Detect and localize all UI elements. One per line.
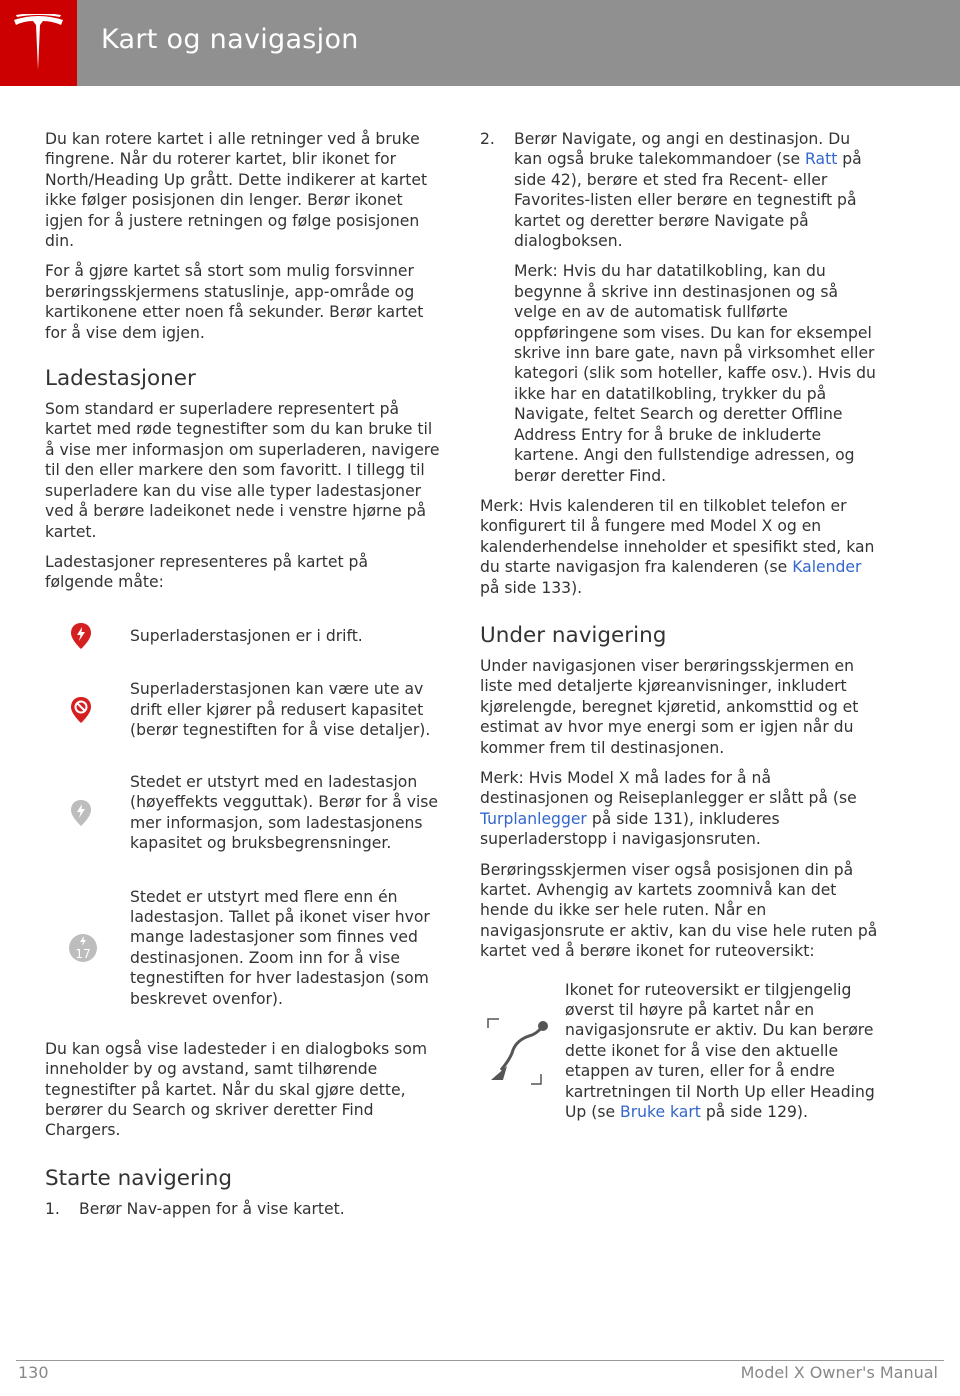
- manual-title: Model X Owner's Manual: [740, 1363, 938, 1382]
- paragraph-rotate-map: Du kan rotere kartet i alle retninger ved å bruke fingrene. Når du roterer kartet, blir ikonet for North/Heading Up grått. Dette indikerer at kartet ikke følger posisjonen din lenger. Berør ikonet igjen for å justere retningen og følge posisjonen din.: [45, 130, 428, 251]
- description-text: Ikonet for ruteoversikt er tilgjengelig øverst til høyre på kartet når en navigasjonsrute er aktiv. Du kan berøre dette ikonet for å vise den aktuelle etappen av turen, eller for å endre kartretningen til North Up eller Heading Up (se: [565, 980, 875, 1122]
- charger-cluster-icon: [68, 933, 98, 963]
- destination-charger-pin-icon: [70, 799, 92, 827]
- icon-row-supercharger: [45, 611, 441, 661]
- icon-row-supercharger-unavailable: [45, 669, 441, 751]
- footer-divider: [16, 1360, 944, 1361]
- step-note: Merk: Hvis du har datatilkobling, kan du begynne å skrive inn destinasjonen og så velge en av de automatisk fullførte oppføringene som vises. Du kan for eksempel skrive inn bare gate, navn på virksomhet eller kategori (slik som hoteller, kaffe osv.). Hvis du ikke har en datatilkobling, trykker du på Navigate, feltet Search og deretter Offline Address Entry for å bruke de inkluderte kartene. Angi den fullstendige adressen, og berør deretter Find.: [514, 262, 876, 485]
- icon-description: Superladerstasjonen er i drift.: [130, 626, 363, 645]
- paragraph-represented: Ladestasjoner representeres på kartet på følgende måte:: [45, 552, 369, 592]
- charger-count-label: 17: [75, 946, 91, 961]
- icon-row-destination-charger: [45, 763, 441, 863]
- link-bruke-kart[interactable]: Bruke kart: [620, 1103, 701, 1122]
- tesla-logo-icon: [12, 14, 65, 70]
- step-item: [480, 129, 880, 486]
- note-text: på side 131), inkluderes superladerstopp i navigasjonsruten.: [480, 809, 780, 849]
- supercharger-pin-icon: [70, 622, 92, 650]
- step-text: Berør Nav-appen for å vise kartet.: [79, 1199, 345, 1218]
- description-text: på side 129).: [700, 1103, 808, 1122]
- steps-list-right: [480, 129, 880, 486]
- note-trip-planner: [480, 768, 880, 850]
- note-calendar: [480, 496, 880, 598]
- note-text: på side 133).: [480, 578, 583, 597]
- paragraph-fullscreen-map: For å gjøre kartet så stort som mulig forsvinner berøringsskjermens statuslinje, app-område og kartikonene etter noen få sekunder. Berør kartet for å vise dem igjen.: [45, 262, 424, 342]
- link-kalender[interactable]: Kalender: [792, 558, 862, 577]
- paragraph-find-chargers: Du kan også vise ladesteder i en dialogboks som inneholder by og avstand, samt tilhørende tegnestifter på kartet. Når du skal gjøre dette, berører du Search og skriver deretter Find Chargers.: [45, 1039, 428, 1140]
- step-text: på side 42), berøre et sted fra Recent- eller Favorites-listen eller berøre en tegnestift på kartet og deretter berøre Navigate på dialogboksen.: [514, 150, 862, 251]
- icon-row-route-overview: [480, 980, 880, 1123]
- heading-start-navigation: Starte navigering: [45, 1165, 233, 1191]
- page-title: Kart og navigasjon: [101, 24, 359, 55]
- step-text: Berør Navigate, og angi en destinasjon. Du kan også bruke talekommandoer (se: [514, 130, 851, 169]
- page-header: [0, 0, 960, 86]
- note-text: Merk: Hvis Model X må lades for å nå destinasjonen og Reiseplanlegger er slått på (se: [480, 768, 857, 808]
- right-column: [480, 129, 880, 1122]
- route-overview-description: [565, 980, 880, 1123]
- icon-description: Stedet er utstyrt med en ladestasjon (høyeffekts vegguttak). Berør for å vise mer informasjon, som ladestasjonens kapasitet og bruksbegrensninger.: [130, 772, 439, 853]
- icon-description: Superladerstasjonen kan være ute av drift eller kjører på redusert kapasitet (berør tegnestiften for å vise detaljer).: [130, 680, 431, 739]
- paragraph-position: Berøringsskjermen viser også posisjonen din på kartet. Avhengig av kartets zoomnivå kan det hende du ikke ser hele ruten. Når en navigasjonsrute er aktiv, kan du vise hele ruten på kartet ved å berøre ikonet for ruteoversikt:: [480, 860, 878, 961]
- paragraph-during-nav: Under navigasjonen viser berøringsskjermen en liste med detaljerte kjøreanvisninger, inkludert kjørelengde, beregnet kjøretid, ankomsttid og et estimat av hvor mye energi som er igjen når du kommer frem til destinasjonen.: [480, 656, 859, 757]
- left-column: [45, 129, 441, 1229]
- icon-description: Stedet er utstyrt med flere enn én ladestasjon. Tallet på ikonet viser hvor mange ladestasjoner som finnes ved destinasjonen. Zoom inn for å vise tegnestiften for hver ladestasjon (som beskrevet ovenfor).: [130, 887, 430, 1008]
- note-text: Merk: Hvis kalenderen til en tilkoblet telefon er konfigurert til å fungere med Model X og en kalenderhendelse inneholder et spesifikt sted, kan du starte navigasjon fra kalenderen (se: [480, 496, 875, 577]
- step-number: 1.: [45, 1199, 60, 1218]
- icon-row-charger-cluster: [45, 877, 441, 1019]
- link-turplanlegger[interactable]: Turplanlegger: [480, 809, 587, 828]
- heading-charging-stations: Ladestasjoner: [45, 366, 196, 392]
- route-overview-icon: [485, 1016, 555, 1086]
- page-number: 130: [18, 1363, 49, 1382]
- heading-during-navigation: Under navigering: [480, 622, 667, 648]
- tesla-logo-box: [0, 0, 77, 86]
- step-number: 2.: [480, 130, 495, 148]
- link-ratt[interactable]: Ratt: [805, 150, 838, 169]
- paragraph-superchargers: Som standard er superladere representert på kartet med røde tegnestifter som du kan bruke til å vise mer informasjon om superladeren, navigere til den eller markere den som favoritt. I tillegg til superladere kan du vise alle typer ladestasjoner ved å berøre ladeikonet nede i venstre hjørne på kartet.: [45, 400, 440, 541]
- steps-list-left: [45, 1199, 441, 1219]
- step-item: [45, 1199, 441, 1219]
- supercharger-unavailable-pin-icon: [70, 696, 92, 724]
